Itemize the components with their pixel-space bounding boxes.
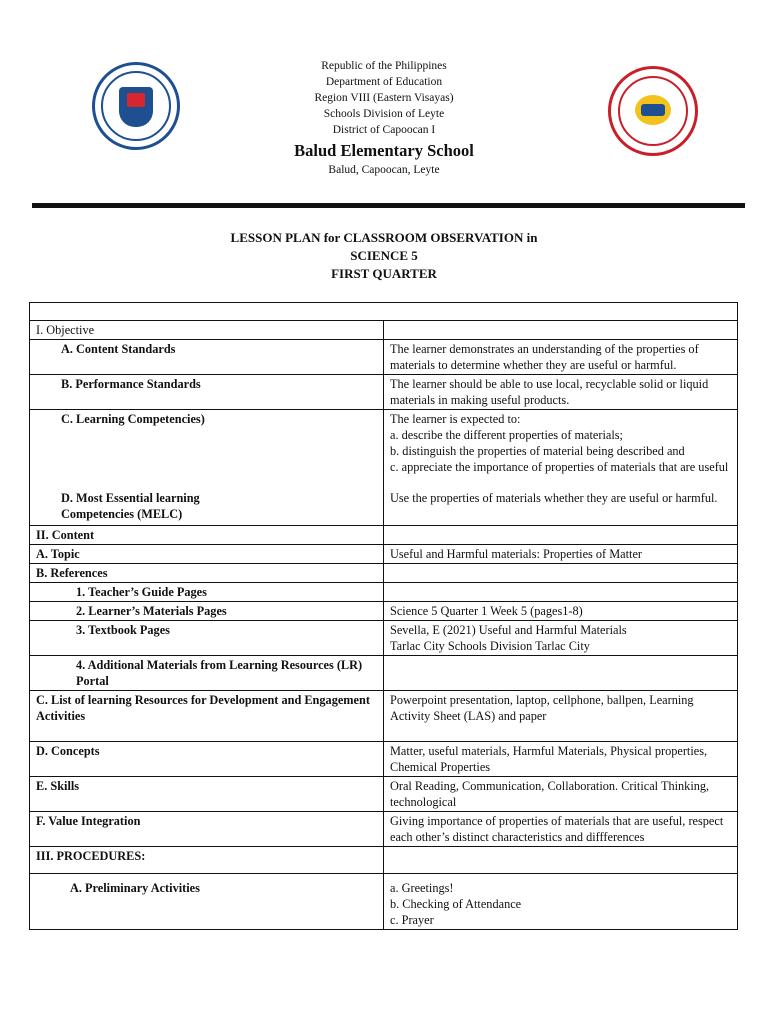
row-value-line: b. Checking of Attendance bbox=[390, 897, 522, 911]
table-row bbox=[30, 777, 738, 812]
title-line: SCIENCE 5 bbox=[350, 248, 418, 263]
row-label: D. Concepts bbox=[30, 742, 384, 777]
value-cell bbox=[384, 564, 738, 583]
row-label: A. Content Standards bbox=[30, 340, 384, 375]
row-value-line: c. appreciate the importance of properties of materials that are useful bbox=[390, 460, 729, 474]
header-line: District of Capoocan I bbox=[332, 124, 436, 136]
table-row bbox=[30, 564, 738, 583]
value-cell bbox=[384, 526, 738, 545]
header-line: Department of Education bbox=[325, 76, 443, 88]
row-label: D. Most Essential learning Competencies (MELC) bbox=[61, 491, 200, 521]
row-label: B. References bbox=[30, 564, 384, 583]
row-label: A. Preliminary Activities bbox=[30, 874, 384, 930]
table-row bbox=[30, 545, 738, 564]
header-line: Region VIII (Eastern Visayas) bbox=[314, 92, 454, 104]
header-divider bbox=[32, 203, 745, 208]
document-title bbox=[0, 229, 768, 283]
table-row bbox=[30, 621, 738, 656]
row-value: The learner should be able to use local, recyclable solid or liquid materials in making useful products. bbox=[384, 375, 738, 410]
row-value-line: The learner is expected to: bbox=[390, 412, 521, 426]
table-row bbox=[30, 410, 738, 526]
table-row bbox=[30, 303, 738, 321]
row-value-line: c. Prayer bbox=[390, 913, 434, 927]
table-row bbox=[30, 812, 738, 847]
section-heading: II. Content bbox=[30, 526, 384, 545]
row-value-group bbox=[384, 621, 738, 656]
row-label: 2. Learner’s Materials Pages bbox=[30, 602, 384, 621]
table-row bbox=[30, 691, 738, 742]
table-row bbox=[30, 847, 738, 874]
header-line: Schools Division of Leyte bbox=[323, 108, 445, 120]
row-value: Oral Reading, Communication, Collaboration. Critical Thinking, technological bbox=[384, 777, 738, 812]
blank-cell bbox=[30, 303, 738, 321]
value-cell bbox=[384, 847, 738, 874]
value-cell bbox=[384, 321, 738, 340]
table-row bbox=[30, 602, 738, 621]
title-line: LESSON PLAN for CLASSROOM OBSERVATION in bbox=[230, 230, 538, 245]
row-value: Powerpoint presentation, laptop, cellphone, ballpen, Learning Activity Sheet (LAS) and paper bbox=[384, 691, 738, 742]
table-row bbox=[30, 656, 738, 691]
row-label: F. Value Integration bbox=[30, 812, 384, 847]
section-heading: III. PROCEDURES: bbox=[30, 847, 384, 874]
row-label: B. Performance Standards bbox=[30, 375, 384, 410]
row-value-line: Sevella, E (2021) Useful and Harmful Materials bbox=[390, 623, 627, 637]
school-name: Balud Elementary School bbox=[294, 141, 474, 160]
table-row bbox=[30, 874, 738, 930]
row-value: Useful and Harmful materials: Properties of Matter bbox=[384, 545, 738, 564]
table-row bbox=[30, 742, 738, 777]
row-value: Giving importance of properties of materials that are useful, respect each other’s distinct characteristics and diffferences bbox=[384, 812, 738, 847]
title-line: FIRST QUARTER bbox=[331, 266, 437, 281]
lesson-plan-table bbox=[29, 302, 738, 930]
school-address: Balud, Capoocan, Leyte bbox=[328, 164, 440, 176]
row-label: 3. Textbook Pages bbox=[30, 621, 384, 656]
row-value bbox=[384, 583, 738, 602]
row-label: C. Learning Competencies) bbox=[61, 412, 205, 426]
row-value-line: a. Greetings! bbox=[390, 881, 454, 895]
row-value-line: a. describe the different properties of materials; bbox=[390, 428, 623, 442]
row-value: Matter, useful materials, Harmful Materials, Physical properties, Chemical Properties bbox=[384, 742, 738, 777]
table-row bbox=[30, 583, 738, 602]
row-label: 4. Additional Materials from Learning Resources (LR) Portal bbox=[30, 656, 384, 691]
letterhead bbox=[0, 58, 768, 178]
row-label: E. Skills bbox=[30, 777, 384, 812]
section-heading: I. Objective bbox=[30, 321, 384, 340]
row-label: A. Topic bbox=[30, 545, 384, 564]
row-value: Science 5 Quarter 1 Week 5 (pages1-8) bbox=[384, 602, 738, 621]
header-line: Republic of the Philippines bbox=[321, 60, 447, 72]
row-value-line: Tarlac City Schools Division Tarlac City bbox=[390, 639, 590, 653]
row-label: C. List of learning Resources for Development and Engagement Activities bbox=[30, 691, 384, 742]
row-label-group bbox=[30, 410, 384, 526]
table-row bbox=[30, 526, 738, 545]
row-label: 1. Teacher’s Guide Pages bbox=[30, 583, 384, 602]
row-value-group bbox=[384, 410, 738, 526]
row-value-line: Use the properties of materials whether they are useful or harmful. bbox=[390, 491, 718, 505]
table-row bbox=[30, 340, 738, 375]
row-value-group bbox=[384, 874, 738, 930]
row-value-line: b. distinguish the properties of material being described and bbox=[390, 444, 685, 458]
table-row bbox=[30, 375, 738, 410]
row-value: The learner demonstrates an understanding of the properties of materials to determine whether they are useful or harmful. bbox=[384, 340, 738, 375]
row-value bbox=[384, 656, 738, 691]
table-row bbox=[30, 321, 738, 340]
